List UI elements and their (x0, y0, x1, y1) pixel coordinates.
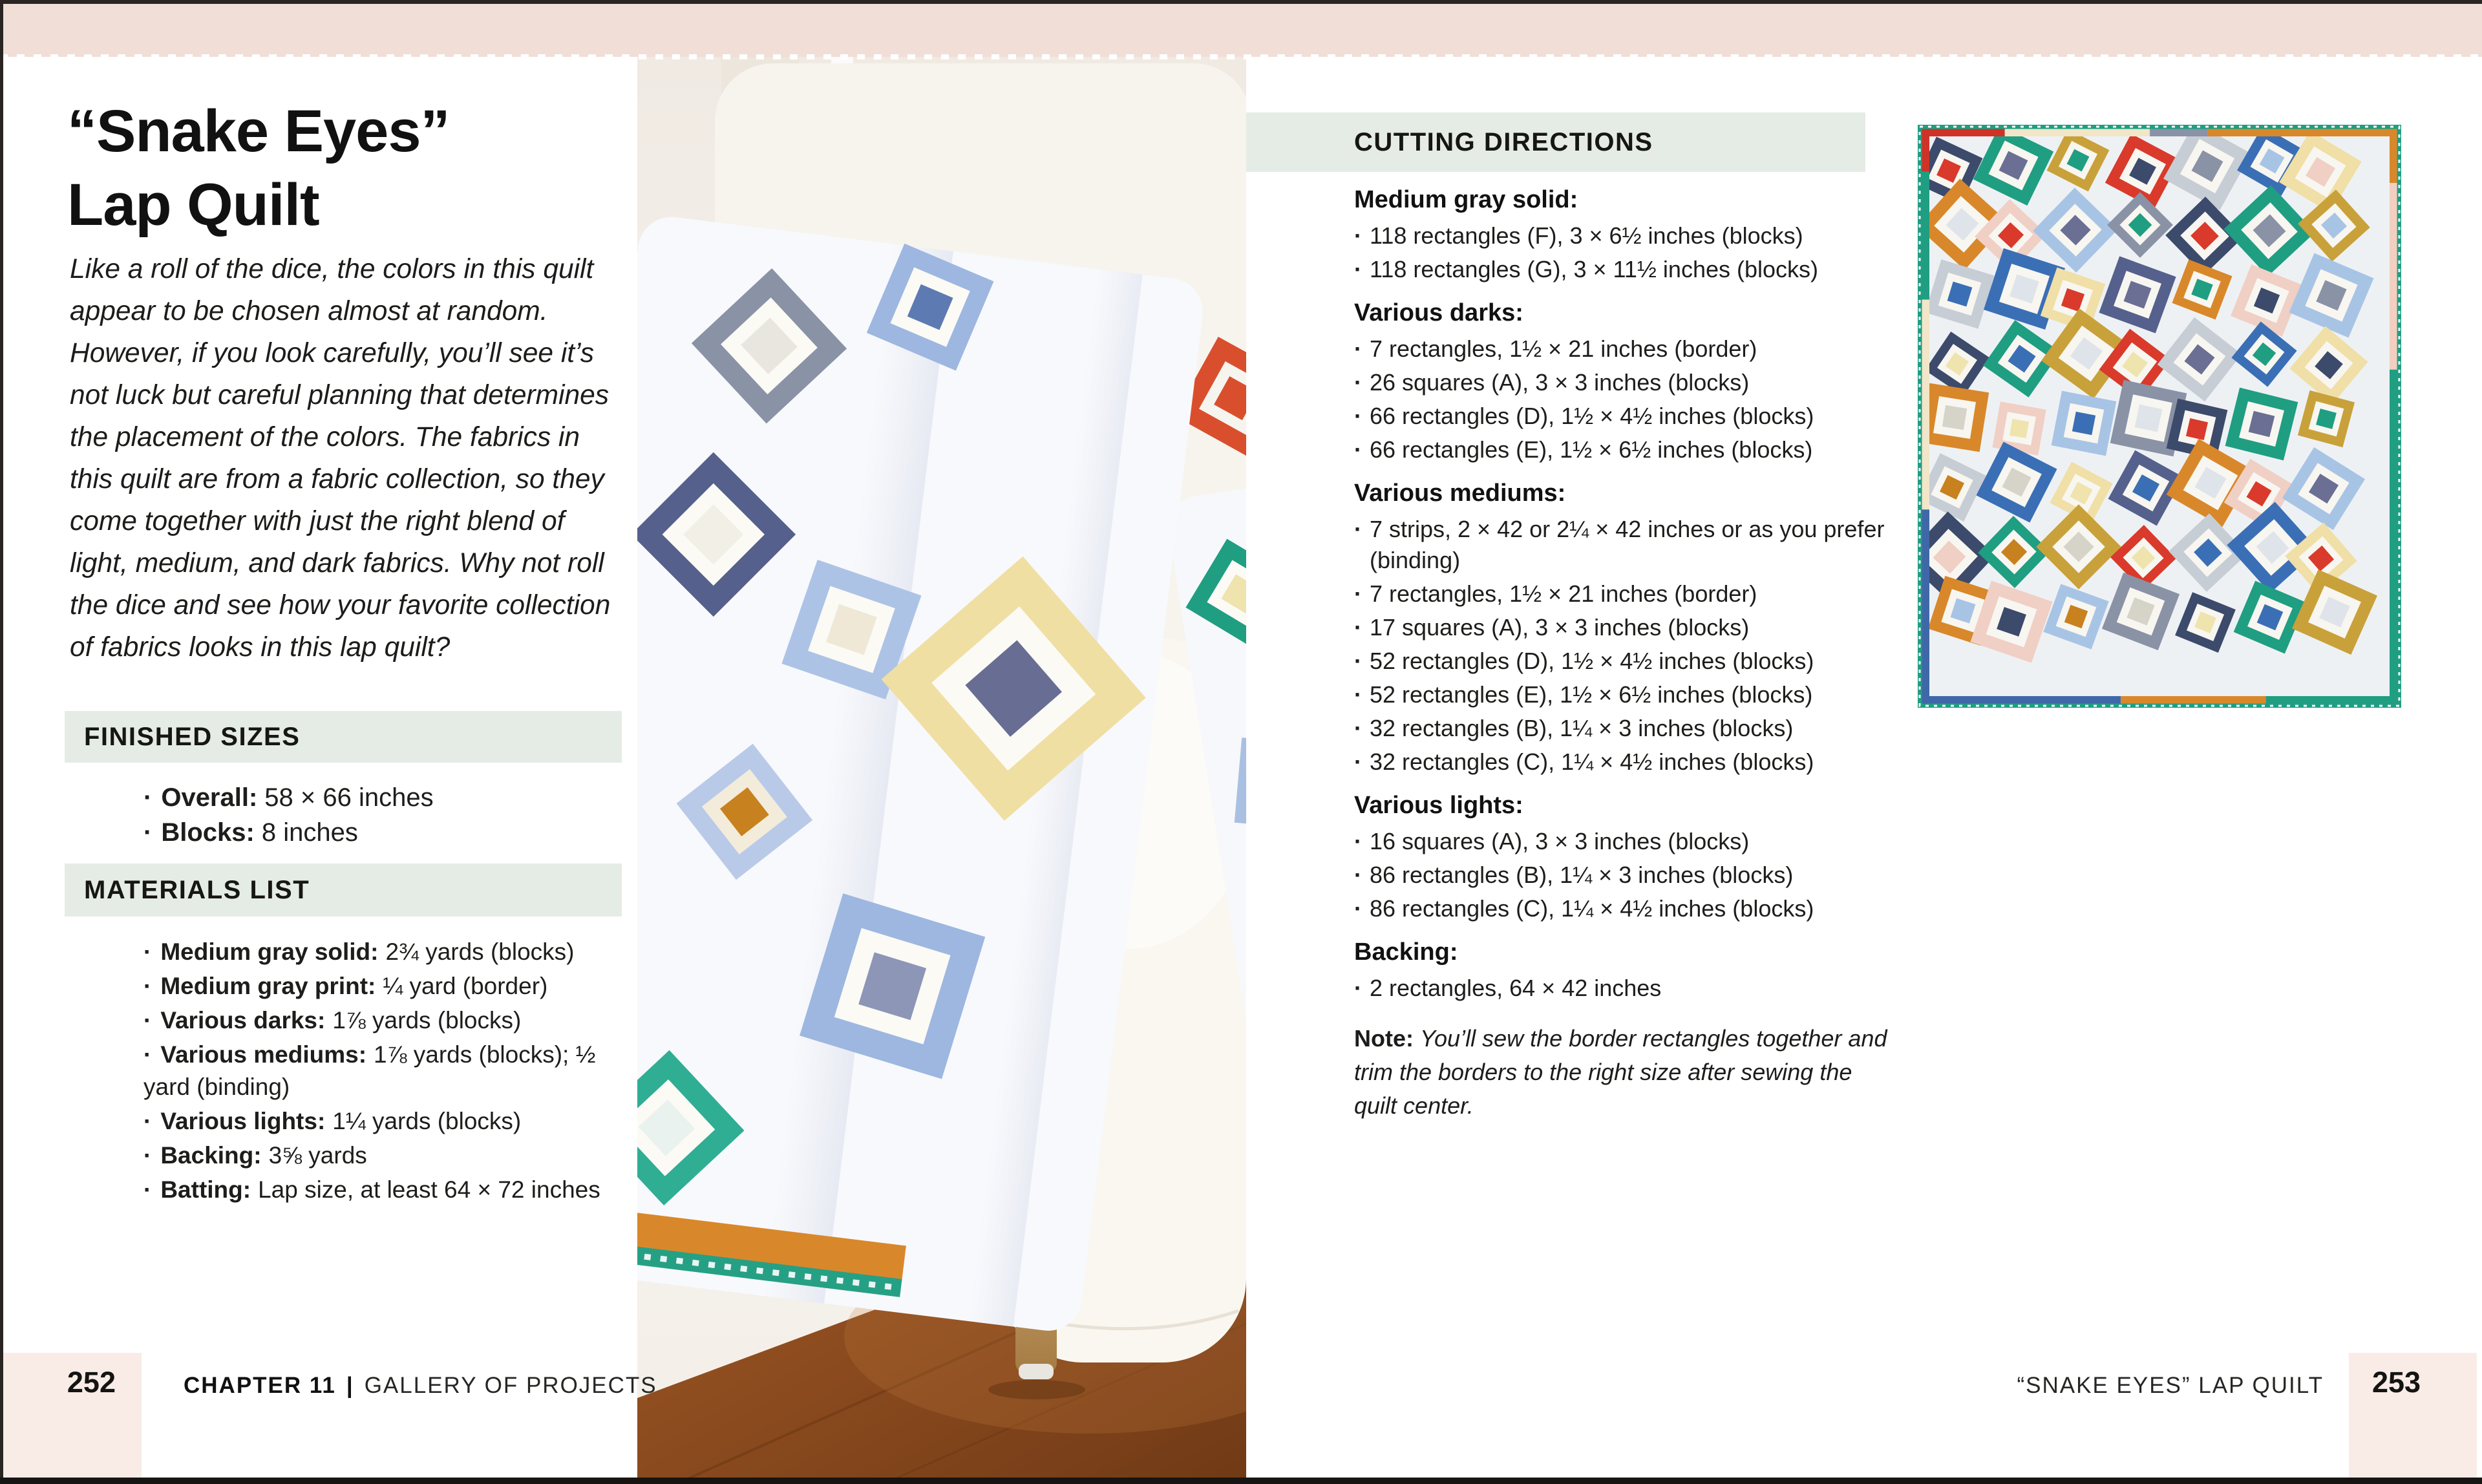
bullet-dot: · (1354, 436, 1362, 463)
cutting-item: · 66 rectangles (D), 1½ × 4½ inches (blocks) (1354, 401, 1894, 432)
page-corner-block (3, 1353, 142, 1484)
list-item: · Various mediums: 1⅞ yards (blocks); ½ yard (binding) (143, 1041, 596, 1100)
note-label: Note: (1354, 1025, 1414, 1052)
cutting-item: · 2 rectangles, 64 × 42 inches (1354, 973, 1894, 1004)
cutting-group (1354, 299, 1894, 465)
page-title-line2: Lap Quilt (67, 172, 319, 238)
list-item: · Medium gray solid: 2¾ yards (blocks) (143, 938, 575, 965)
couch-quilt-illustration (637, 57, 1246, 1484)
bullet-dot: · (1354, 681, 1362, 708)
cutting-item: · 16 squares (A), 3 × 3 inches (blocks) (1354, 826, 1894, 857)
list-item: · Various darks: 1⅞ yards (blocks) (143, 1007, 522, 1034)
cutting-item: · 66 rectangles (E), 1½ × 6½ inches (blocks) (1354, 434, 1894, 465)
top-decorative-band (0, 4, 2482, 57)
bullet-dot: · (1354, 975, 1362, 1001)
page-title (67, 94, 449, 242)
bullet-dot: · (143, 1142, 152, 1169)
cutting-item: · 17 squares (A), 3 × 3 inches (blocks) (1354, 612, 1894, 643)
list-item: · Overall: 58 × 66 inches (143, 783, 434, 812)
bullet-dot: · (1354, 222, 1362, 249)
list-item: · Medium gray print: ¼ yard (border) (143, 973, 548, 999)
materials-list-banner (65, 864, 622, 917)
cutting-item: · 32 rectangles (C), 1¼ × 4½ inches (blocks) (1354, 747, 1894, 778)
cutting-item: · 7 rectangles, 1½ × 21 inches (border) (1354, 578, 1894, 610)
bullet-dot: · (1354, 403, 1362, 429)
bullet-dot: · (1354, 748, 1362, 775)
footer-right: “SNAKE EYES” LAP QUILT (2017, 1373, 2324, 1398)
cutting-item: · 7 strips, 2 × 42 or 2¼ × 42 inches or as you prefer (binding) (1354, 514, 1894, 576)
list-item: · Backing: 3⅝ yards (143, 1142, 367, 1169)
cutting-group (1354, 938, 1894, 1004)
cutting-item: · 52 rectangles (E), 1½ × 6½ inches (blocks) (1354, 679, 1894, 710)
quilt-flat-photo (1918, 125, 2401, 708)
bullet-dot: · (1354, 335, 1362, 362)
finished-sizes-banner (65, 711, 622, 763)
cutting-group-heading: Various lights: (1354, 792, 1523, 819)
page-number: 253 (2372, 1366, 2421, 1399)
bullet-dot: · (1354, 614, 1362, 641)
bullet-dot: · (1354, 369, 1362, 396)
finished-sizes-list (143, 781, 609, 851)
page-title-line1: “Snake Eyes” (67, 98, 450, 164)
bullet-dot: · (143, 938, 152, 965)
intro-paragraph: Like a roll of the dice, the colors in this quilt appear to be chosen almost at random. However, if you look carefully, you’ll see it’s not luck but careful planning that determines the placement of the colors. The fabrics in this quilt are from a fabric collection, so they come together with just the right blend of light, medium, and dark fabrics. Why not roll the dice and see how your favorite collection of fabrics looks in this lap quilt? (70, 254, 611, 662)
footer-left (184, 1373, 657, 1399)
cutting-group-heading: Various darks: (1354, 299, 1523, 326)
cutting-note: Note: You’ll sew the border rectangles together and trim the borders to the right size after sewing the quilt center. (1354, 1025, 1887, 1119)
cutting-directions-banner (1241, 112, 1865, 172)
materials-list-heading: MATERIALS LIST (84, 875, 310, 904)
cutting-item: · 32 rectangles (B), 1¼ × 3 inches (blocks) (1354, 713, 1894, 744)
bullet-dot: · (143, 1007, 152, 1034)
footer-chapter: CHAPTER 11 (184, 1373, 336, 1398)
cutting-group-heading: Various mediums: (1354, 480, 1566, 507)
couch-quilt-photo (637, 57, 1246, 1484)
scan-edge-top (0, 0, 2482, 4)
bullet-dot: · (1354, 648, 1362, 674)
cutting-item: · 86 rectangles (B), 1¼ × 3 inches (blocks) (1354, 860, 1894, 891)
footer-section: GALLERY OF PROJECTS (364, 1373, 657, 1398)
bullet-dot: · (1354, 895, 1362, 922)
bullet-dot: · (143, 818, 153, 847)
bullet-dot: · (143, 783, 153, 812)
bullet-dot: · (1354, 256, 1362, 282)
bullet-dot: · (1354, 580, 1362, 607)
bullet-dot: · (1354, 828, 1362, 854)
cutting-directions-column (1354, 186, 1894, 1123)
finished-sizes-heading: FINISHED SIZES (84, 722, 301, 751)
scan-edge-left (0, 0, 3, 1484)
cutting-group-heading: Backing: (1354, 938, 1458, 966)
cutting-item: · 26 squares (A), 3 × 3 inches (blocks) (1354, 367, 1894, 398)
footer-separator: | (346, 1373, 354, 1398)
list-item: · Blocks: 8 inches (143, 818, 358, 847)
bullet-dot: · (1354, 516, 1362, 542)
page-right (1246, 57, 2482, 1484)
cutting-item: · 52 rectangles (D), 1½ × 4½ inches (blocks) (1354, 646, 1894, 677)
scan-edge-bottom (0, 1478, 2482, 1484)
bullet-dot: · (143, 973, 152, 999)
bullet-dot: · (1354, 862, 1362, 888)
bullet-dot: · (1354, 715, 1362, 741)
cutting-group (1354, 792, 1894, 924)
bullet-dot: · (143, 1041, 152, 1068)
bullet-dot: · (143, 1108, 152, 1134)
cutting-group (1354, 186, 1894, 285)
page-number: 252 (67, 1366, 116, 1399)
cutting-item: · 118 rectangles (G), 3 × 11½ inches (blocks) (1354, 254, 1894, 285)
bullet-dot: · (143, 1176, 152, 1203)
quilt-flat-illustration (1918, 125, 2401, 708)
materials-list (143, 936, 604, 1208)
page-left (0, 57, 657, 1484)
cutting-item: · 7 rectangles, 1½ × 21 inches (border) (1354, 334, 1894, 365)
cutting-directions-heading: CUTTING DIRECTIONS (1354, 127, 1653, 156)
list-item: · Batting: Lap size, at least 64 × 72 inches (143, 1176, 600, 1203)
cutting-item: · 118 rectangles (F), 3 × 6½ inches (blocks) (1354, 220, 1894, 251)
cutting-group-heading: Medium gray solid: (1354, 186, 1578, 213)
cutting-item: · 86 rectangles (C), 1¼ × 4½ inches (blocks) (1354, 893, 1894, 924)
list-item: · Various lights: 1¼ yards (blocks) (143, 1108, 522, 1134)
cutting-group (1354, 480, 1894, 778)
page-corner-block (2349, 1353, 2477, 1484)
